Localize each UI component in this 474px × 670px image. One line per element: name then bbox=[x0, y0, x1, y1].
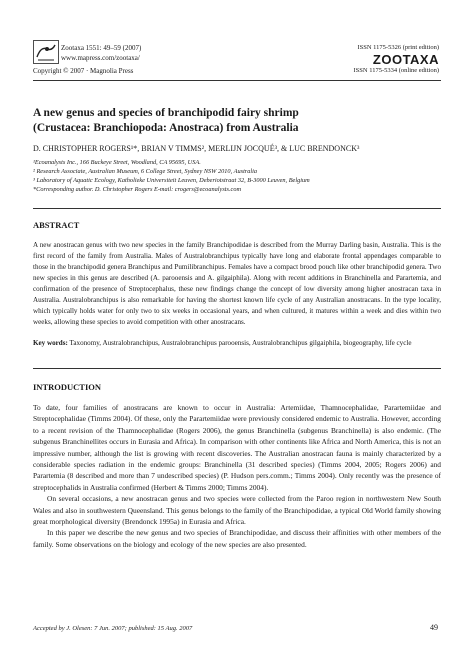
header-divider bbox=[33, 80, 441, 81]
issn-block bbox=[353, 44, 439, 75]
intro-paragraph-1: To date, four families of anostracans are known to occur in Australia: Artemiidae, Thamnocephalidae, Parartemiidae and Streptocephalidae (Timms 2004). Of these, only the Parartemiidae were previously considered endemic to Australia. However, according to a recent revision of the Thamnocephalidae (Rogers 2006), the genus Branchinella (subgenus Branchinella) is also endemic. (The subgenus Branchinellites occurs in Eurasia and Africa). In comparison with other continents like Africa and North America, this is not an impressive number, although the list is growing with recent discoveries. The Australian anostracan fauna is mainly characterized by a considerable species radiation in the endemic groups: Branchinella (31 described species) (Timms 2004, 2005; Rogers 2006) and Parartemia (8 described and more than 7 undescribed species) (P. Hudson pers.comm.; Timms 2004). Only recently was the presence of streptocephalids in Australia confirmed (Herbert & Timms 2000; Timms 2004). bbox=[33, 403, 441, 492]
introduction-body bbox=[33, 402, 441, 550]
issn-online: ISSN 1175-5334 (online edition) bbox=[353, 66, 439, 74]
article-title bbox=[33, 106, 443, 136]
intro-paragraph-2: On several occasions, a new anostracan genus and two species were collected from the Paroo region in northwestern New South Wales and also in southwestern Queensland. This genus belongs to the family of the Branchipodidae, a typical Old World family showing great morphological diversity (Brendonck 1995a) in Eurasia and Africa. bbox=[33, 494, 441, 527]
corresponding-author: *Corresponding author. D. Christopher Rogers E-mail: crogers@ecoanalysts.com bbox=[33, 186, 242, 193]
issn-print: ISSN 1175-5326 (print edition) bbox=[357, 44, 439, 51]
title-line-2: (Crustacea: Branchiopoda: Anostraca) from Australia bbox=[33, 122, 299, 134]
journal-citation bbox=[61, 44, 141, 63]
affiliation-3: ³ Laboratory of Aquatic Ecology, Katholieke Universiteit Leuven, Deberiotstraat 32, B-3000 Leuven, Belgium bbox=[33, 177, 310, 184]
abstract-text: A new anostracan genus with two new species in the family Branchipodidae is described from the Murray Darling basin, Australia. This is the first record of the family from Australia. Males of Australobranchipus typically have long and elaborate frontal appendages comparable to those in the branchipodid genera Branchipus and Pumilibranchipus. Females have a compact brood pouch like other branchipodid genera. Two new species in this genus are described (A. parooensis and A. gilgaiphila). Along with recent additions in Branchinella and Parartemia, and confirmation of the presence of Streptocephalus, these new findings change the concept of low diversity among higher anostracan taxa in Australia. Australobranchipus is also remarkable for having the shortest known life cycle of any Australian anostracans. In the type locality, which typically holds water for only two to six weeks in occasional years, and when cultured, it matures within a week and dies within two weeks, allowing these species to avoid competition with other anostracans. bbox=[33, 241, 441, 326]
title-line-1: A new genus and species of branchipodid fairy shrimp bbox=[33, 107, 299, 119]
affiliations bbox=[33, 158, 443, 194]
abstract-bottom-rule bbox=[33, 368, 441, 369]
copyright: Copyright © 2007 · Magnolia Press bbox=[33, 67, 134, 75]
keywords-list: Taxonomy, Australobranchipus, Australobranchipus parooensis, Australobranchipus gilgaiphila, biogeography, life cycle bbox=[69, 339, 412, 347]
page-number: 49 bbox=[430, 623, 438, 632]
journal-brand: ZOOTAXA bbox=[372, 51, 439, 67]
affiliation-2: ² Research Associate, Australian Museum, 6 College Street, Sydney NSW 2010, Australia bbox=[33, 168, 258, 175]
keywords bbox=[33, 338, 441, 349]
introduction-heading: INTRODUCTION bbox=[33, 382, 102, 392]
intro-paragraph-3: In this paper we describe the new genus and two species of Branchipodidae, and discuss their affinities with other members of the family. Some observations on the biology and ecology of the new species are also presented. bbox=[33, 528, 441, 549]
journal-line: Zootaxa 1551: 49–59 (2007) bbox=[61, 44, 142, 52]
journal-url[interactable]: www.mapress.com/zootaxa/ bbox=[61, 53, 140, 62]
keywords-label: Key words: bbox=[33, 339, 68, 347]
accepted-line: Accepted by J. Olesen: 7 Jun. 2007; published: 15 Aug. 2007 bbox=[33, 625, 193, 632]
authors: D. CHRISTOPHER ROGERS¹*, BRIAN V TIMMS², MERLIJN JOCQUÉ³, & LUC BRENDONCK³ bbox=[33, 144, 360, 153]
abstract-top-rule bbox=[33, 208, 441, 209]
affiliation-1: ¹Ecoanalysts Inc., 166 Buckeye Street, Woodland, CA 95695, USA. bbox=[33, 159, 201, 166]
zootaxa-logo-icon bbox=[33, 40, 59, 64]
abstract-heading: ABSTRACT bbox=[33, 220, 80, 230]
